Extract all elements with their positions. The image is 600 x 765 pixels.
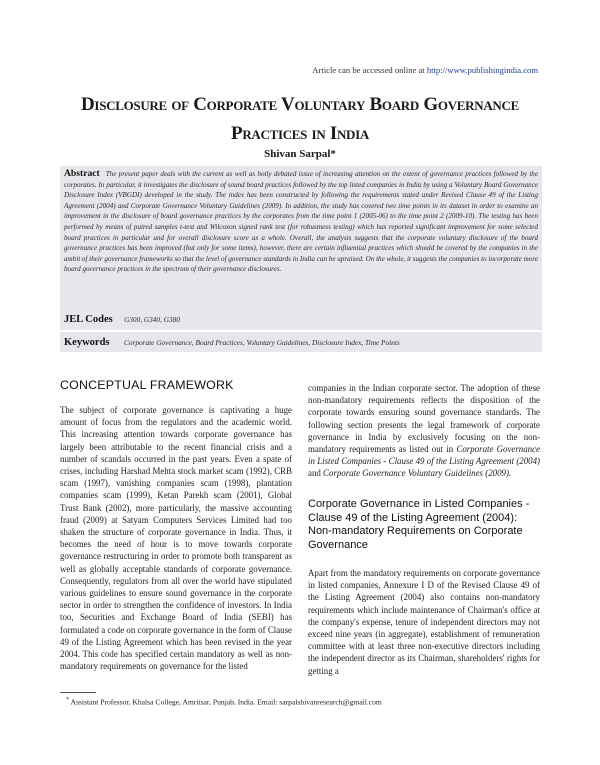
jel-value: G300, G340, G380 — [124, 314, 180, 324]
access-line — [312, 65, 538, 75]
author-name: Shivan Sarpal* — [264, 148, 336, 160]
paper-title — [40, 90, 560, 148]
reference-clause-49: Corporate Governance in Listed Companies - Clause 49 of the Listing Agreement (2004) — [308, 444, 541, 467]
title-line-2: Practices in India — [231, 123, 369, 144]
footnote — [66, 697, 546, 707]
abstract-label: Abstract — [64, 168, 100, 179]
right-paragraph-1 — [308, 382, 540, 480]
jel-codes-row — [60, 308, 542, 330]
keywords-row — [60, 330, 542, 352]
access-prefix: Article can be accessed online at — [312, 65, 425, 75]
jel-label: JEL Codes — [64, 313, 113, 325]
right-text-a: companies in the Indian corporate sector. The adoption of these non-mandatory requirements reflects the disposition of the corporate towards ensuring sound governance standards. The following section presents the legal framework of corporate governance in India by exclusively focusing on the non-mandatory requirements as listed out in — [308, 383, 540, 455]
right-paragraph-2: Apart from the mandatory requirements on corporate governance in listed companies, Annexure I D of the Revised Clause 49 of the Listing Agreement (2004) also contains non-mandatory requirements which include maintenance of Chairman's office at the company's expense, tenure of independent directors may not exceed nine years (in aggregate), establishment of remuneration committee with at least three non-executive directors including the independent director as its Chairman, shareholders' rights for getting a — [308, 568, 540, 676]
abstract-box — [60, 166, 542, 308]
right-and: and — [308, 468, 321, 479]
section-heading: CONCEPTUAL FRAMEWORK — [60, 378, 234, 392]
sub-heading: Corporate Governance in Listed Companies - Clause 49 of the Listing Agreement (2004): Non-mandatory Requirements on Corporate Governance — [308, 498, 530, 551]
footnote-divider — [60, 692, 96, 693]
publisher-link[interactable]: http://www.publishingindia.com — [426, 65, 538, 75]
reference-voluntary-guidelines: Corporate Governance Voluntary Guidelines (2009). — [323, 468, 512, 479]
title-line-1: Disclosure of Corporate Voluntary Board Governance — [81, 94, 519, 115]
left-column — [60, 404, 292, 672]
right-column-bottom — [308, 567, 540, 677]
keywords-label: Keywords — [64, 336, 110, 348]
keywords-value: Corporate Governance, Board Practices, Voluntary Guidelines, Disclosure Index, Time Points — [124, 337, 400, 347]
footnote-mark: * — [66, 697, 69, 703]
right-column-top — [308, 382, 540, 480]
left-paragraph: The subject of corporate governance is captivating a huge amount of focus from the regulators and the academic world. This increasing attention towards corporate governance has largely been attributable to the recent financial crisis and a number of scandals occurred in the past years. Even a spate of crises, including Harshad Mehta stock market scam (1992), CRB scam (1997), vanishing companies scam (1998), plantation companies scam (1999), Ketan Parekh scam (2001), Global Trust Bank (2002), more particularly, the massive accounting fraud (2009) at Satyam Computers Services Limited had too shaken the structure of corporate governance in India. Thus, it becomes the need of hour is to move towards corporate governance restructuring in order to promote both transparent as well as globally acceptable standards of corporate governance. Consequently, regulators from all over the world have stipulated various guidelines to ensure sound governance in the corporate sector in order to strengthen the confidence of investors. In India too, Securities and Exchange Board of India (SEBI) has formulated a code on corporate governance in the form of Clause 49 of the Listing Agreement which has been revised in the year 2004. This code has specified certain mandatory as well as non-mandatory requirements on governance for the listed — [60, 405, 292, 672]
abstract-text: The present paper deals with the current as well as hotly debated issue of increasing attention on the extent of governance practices followed by the corporates. In particular, it investigates the disclosure of sound board practices followed by the top listed companies in India by using a Voluntary Board Governance Disclosure Index (VBGDI) developed in the study. The index has been constructed by following the requirements stated under Revised Clause 49 of the Listing Agreement (2004) and Corporate Governance Voluntary Guidelines (2009). In addition, the study has covered two time points in its dataset in order to examine an improvement in the disclosure of board governance practices by the corporates from the time point 1 (2005-06) to the time point 2 (2009-10). The testing has been performed by means of paired samples t-test and Wilcoxon signed rank test (for robustness testing) which has reported significant improvement for some selected board practices in particular and for overall disclosure score as a whole. Overall, the analysis suggests that the corporate voluntary disclosure of the board governance practices has been improved (but only for some items), however, there are certain influential practices which should be covered by the companies in the ambit of their governance frameworks so that the level of governance standards in India can be upraised. On the whole, it suggests the companies to incorporate more board governance practices in the spectrum of their governance disclosures. — [64, 170, 538, 274]
footnote-text: Assistant Professor, Khalsa College, Amritsar, Punjab, India. Email: sarpalshivanresearch@gmail.com — [70, 697, 382, 707]
